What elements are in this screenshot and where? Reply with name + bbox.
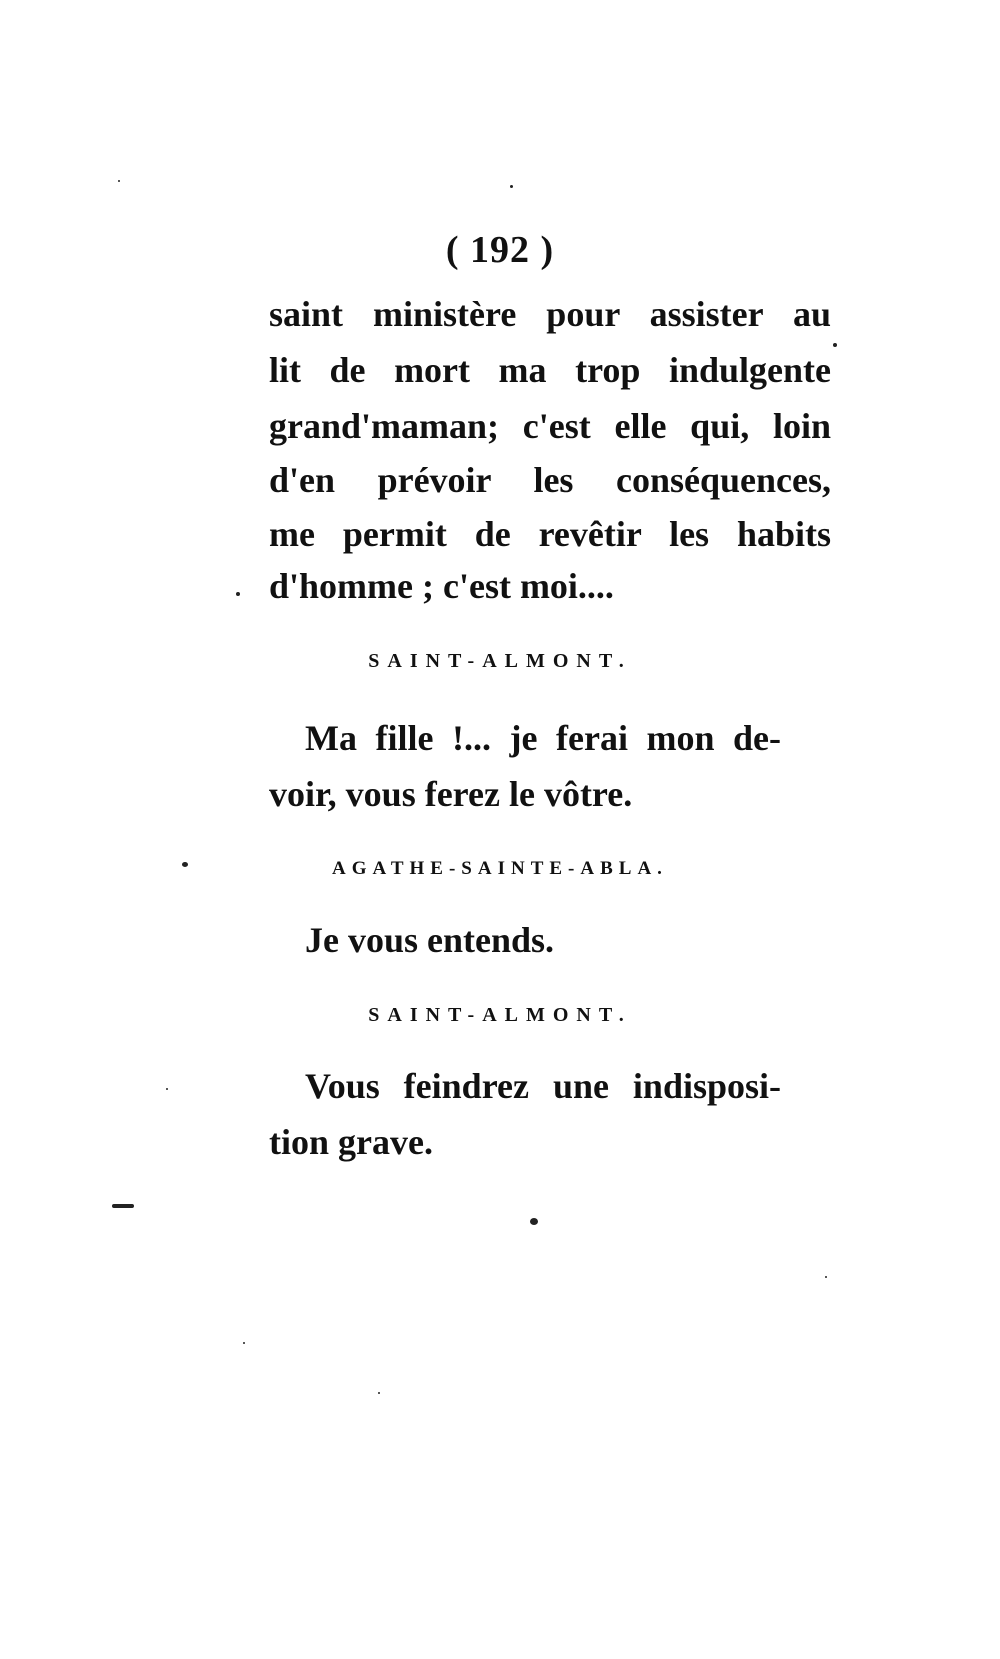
speaker-name: SAINT-ALMONT. [368, 650, 632, 672]
text-line: Vous feindrez une indisposi- [305, 1066, 781, 1106]
text-line: me permit de revêtir les habits [269, 514, 831, 554]
scan-speck [243, 1342, 245, 1344]
text-line: grand'maman; c'est elle qui, loin [269, 406, 831, 446]
text-line: d'homme ; c'est moi.... [269, 566, 614, 606]
scan-speck [378, 1392, 380, 1394]
scan-speck [118, 180, 120, 182]
page-number: ( 192 ) [445, 229, 555, 271]
text-line: Ma fille !... je ferai mon de- [305, 718, 781, 758]
scan-speck [166, 1088, 168, 1090]
scan-speck [825, 1276, 827, 1278]
scan-speck [510, 185, 513, 188]
scan-speck [236, 592, 240, 596]
scan-speck [182, 862, 188, 867]
text-line: d'en prévoir les conséquences, [269, 460, 831, 500]
text-line: saint ministère pour assister au [269, 294, 831, 334]
speaker-name: AGATHE-SAINTE-ABLA. [332, 858, 668, 879]
text-line: lit de mort ma trop indulgente [269, 350, 831, 390]
text-line: voir, vous ferez le vôtre. [269, 774, 633, 814]
text-line: Je vous entends. [305, 920, 555, 960]
speaker-name: SAINT-ALMONT. [368, 1004, 632, 1026]
scan-speck [833, 343, 837, 347]
scan-speck [530, 1218, 538, 1225]
scan-speck [112, 1204, 134, 1208]
text-line: tion grave. [269, 1122, 433, 1162]
